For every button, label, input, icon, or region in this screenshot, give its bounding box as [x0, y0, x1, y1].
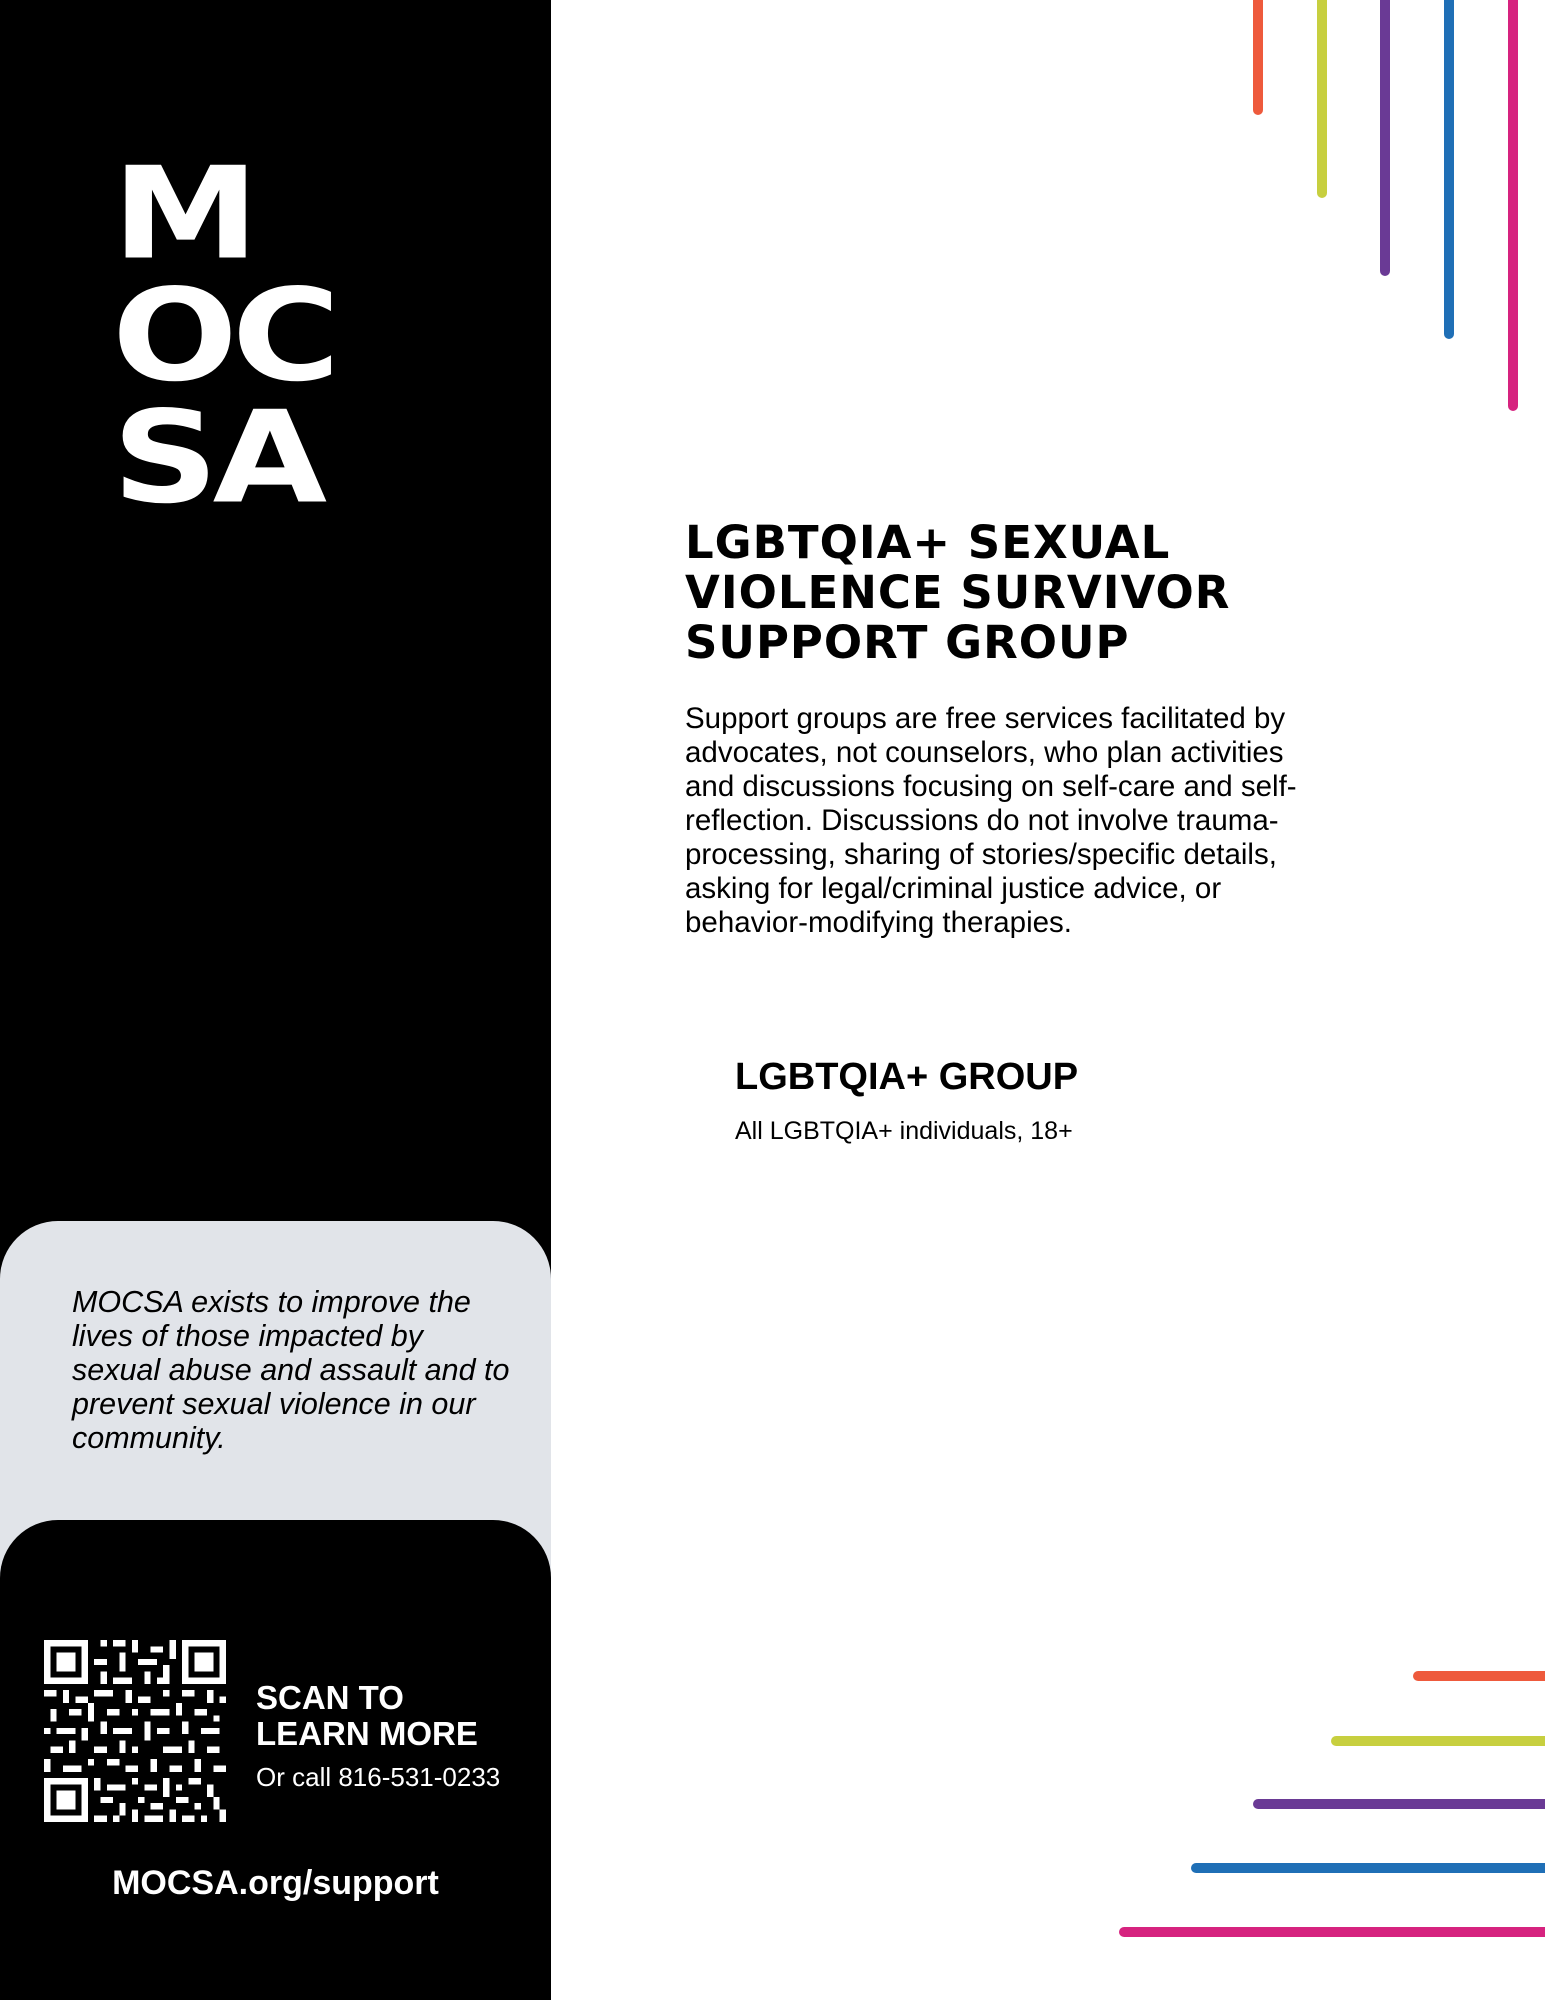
scan-line-1: SCAN TO [256, 1679, 404, 1716]
description-paragraph: Support groups are free services facilitated by advocates, not counselors, who plan activities and discussions focusing on self-care and self-reflection. Discussions do not involve trauma-processing, sharing of stories/specific details, asking for legal/criminal justice advice, or behavior-modifying therapies. [685, 702, 1297, 939]
page-title [685, 518, 1230, 668]
title-line-3: SUPPORT GROUP [685, 616, 1130, 669]
scan-line-2: LEARN MORE [256, 1715, 478, 1752]
website-link[interactable]: MOCSA.org/support [112, 1864, 439, 1902]
left-sidebar [0, 0, 551, 2000]
phone-number[interactable]: Or call 816-531-0233 [256, 1762, 501, 1792]
title-line-1: LGBTQIA+ SEXUAL [685, 516, 1171, 569]
scan-to-learn-more [256, 1680, 478, 1752]
mission-statement: MOCSA exists to improve the lives of those impacted by sexual abuse and assault and to prevent sexual violence in our community. [72, 1285, 510, 1455]
logo-line-1: M [112, 139, 254, 288]
qr-code-icon[interactable] [44, 1640, 226, 1822]
logo-line-2: OC [112, 261, 335, 410]
group-heading: LGBTQIA+ GROUP [735, 1056, 1079, 1098]
title-line-2: VIOLENCE SURVIVOR [685, 566, 1231, 619]
group-audience: All LGBTQIA+ individuals, 18+ [735, 1117, 1073, 1145]
mocsa-logo [112, 139, 335, 532]
logo-line-3: SA [112, 383, 322, 532]
